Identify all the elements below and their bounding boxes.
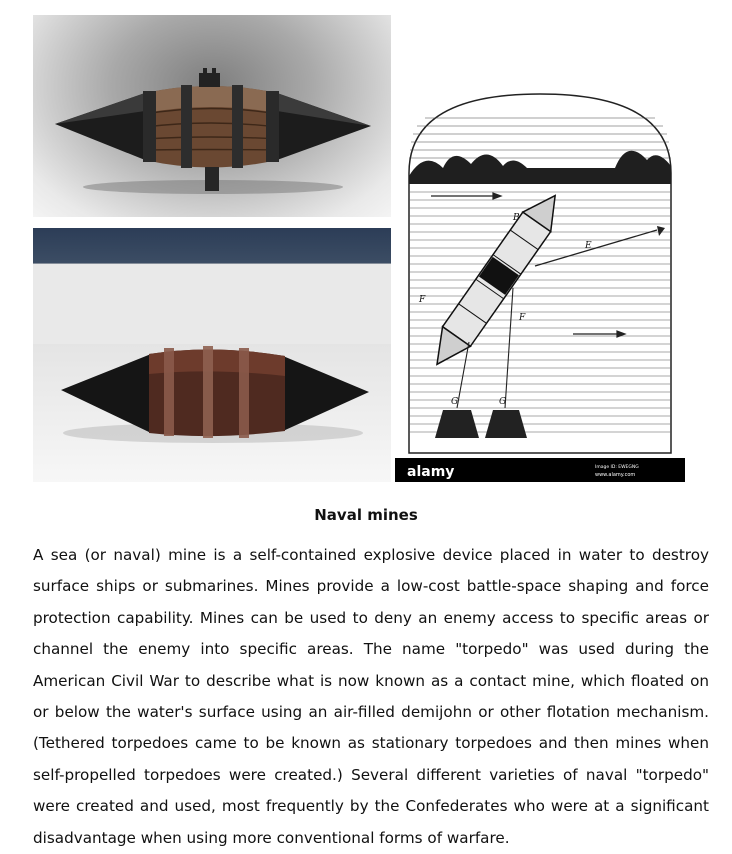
body-paragraph: A sea (or naval) mine is a self-contained explosive device placed in water to destroy surface ships or submarines. Mines provide a low-cost battle-space shaping and force protection capability. Mines can be used to deny an enemy access to specific areas or channel the enemy into specific areas. The name "torpedo" was used during the American Civil War to describe what is now known as a contact mine, which floated on or below the water's surface using an air-filled demijohn or other flotation mechanism. (Tethered torpedoes came to be known as stationary torpedoes and then mines when self-propelled torpedoes were created.) Several different varieties of naval "torpedo" were created and used, most frequently by the Confederates who were at a significant disadvantage when using more conventional forms of warfare. (33, 546, 709, 847)
figure-caption: Naval mines (314, 506, 418, 524)
svg-text:E: E (585, 241, 592, 251)
torpedo-engraving (395, 88, 685, 482)
image-id-text: Image ID: EWEGNG (595, 465, 639, 470)
alamy-site-text: www.alamy.com (595, 472, 636, 478)
barrel-torpedo-photo (33, 15, 391, 217)
svg-text:F: F (519, 313, 526, 323)
alamy-watermark: alamy (407, 464, 455, 480)
svg-text:G: G (451, 397, 459, 407)
svg-text:G: G (499, 397, 507, 407)
mine-on-table-photo (33, 228, 391, 482)
svg-text:F: F (419, 295, 426, 305)
svg-text:B: B (513, 213, 520, 223)
